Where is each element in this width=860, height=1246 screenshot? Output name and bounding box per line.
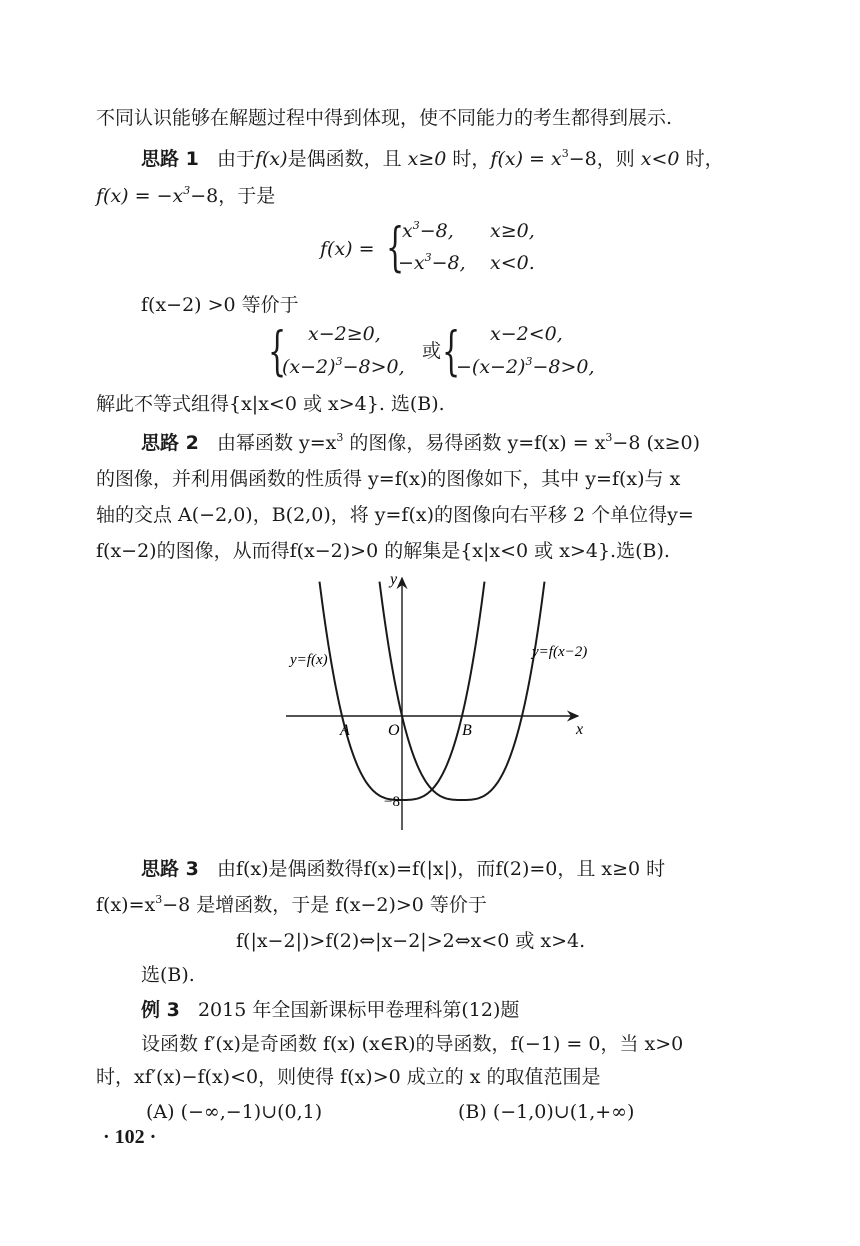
text: 的图像，易得函数 y=f(x) = x <box>343 432 606 454</box>
solution-2-line-2: 的图像，并利用偶函数的性质得 y=f(x)的图像如下，其中 y=f(x)与 x <box>96 468 681 490</box>
origin-label: O <box>388 722 400 739</box>
tick-neg-8: −8 <box>384 794 400 810</box>
text: 由于 <box>216 148 255 170</box>
piecewise-cond-1: x≥0, <box>490 220 535 242</box>
solution-3-line-1 <box>141 856 665 882</box>
math: x <box>402 220 413 242</box>
solution-3-title: 思路 3 <box>141 858 199 880</box>
x-axis-label: x <box>576 721 584 738</box>
text: 由f(x)是偶函数得f(x)=f(|x|)，而f(2)=0，且 x≥0 时 <box>216 858 666 880</box>
option-A: (A) (−∞,−1)∪(0,1) <box>146 1101 323 1123</box>
point-B-label: B <box>462 722 472 739</box>
system-2-row-2 <box>456 354 595 380</box>
text: 时， <box>452 148 491 170</box>
text: 时， <box>685 148 724 170</box>
math: f(x) <box>254 148 288 170</box>
math: −x <box>398 252 425 274</box>
math: −8, <box>419 220 454 242</box>
math: −8, <box>431 252 466 274</box>
exponent: 3 <box>561 147 569 160</box>
solution-2-line-3: 轴的交点 A(−2,0)，B(2,0)，将 y=f(x)的图像向右平移 2 个单位得y= <box>96 504 694 526</box>
exponent: 3 <box>183 184 191 197</box>
text: −8 是增函数，于是 f(x−2)>0 等价于 <box>162 894 487 916</box>
system-1-row-1: x−2≥0, <box>308 323 381 345</box>
solution-2-line-4: f(x−2)的图像，从而得f(x−2)>0 的解集是{x|x<0 或 x>4}.选(B). <box>96 540 670 562</box>
math: (x−2) <box>282 356 336 378</box>
solution-2-title: 思路 2 <box>141 432 199 454</box>
math: f(x) = −x <box>96 185 184 207</box>
exponent: 3 <box>155 893 163 906</box>
math: −8>0, <box>532 356 595 378</box>
text: 是偶函数，且 <box>287 148 402 170</box>
exponent: 3 <box>336 431 344 444</box>
example-3-line-1: 设函数 f′(x)是奇函数 f(x) (x∈R)的导函数，f(−1) = 0，当 x>0 <box>141 1033 684 1055</box>
math: −(x−2) <box>456 356 526 378</box>
system-1-row-2 <box>282 354 405 380</box>
example-3-heading <box>141 997 519 1023</box>
math: f(x) = x <box>490 148 562 170</box>
math: x<0 <box>640 148 680 170</box>
system-2-row-1: x−2<0, <box>490 323 563 345</box>
piecewise-row-1 <box>402 218 454 244</box>
math: x≥0 <box>407 148 447 170</box>
label-f-x-minus-2: y=f(x−2) <box>532 644 588 660</box>
left-brace: { <box>442 322 461 382</box>
text: −8 (x≥0) <box>612 432 701 454</box>
piecewise-row-2 <box>398 250 466 276</box>
text: f(x)=x <box>96 894 156 916</box>
point-A-label: A <box>340 722 350 739</box>
curve-f-x-minus-2 <box>380 582 545 800</box>
text: −8，于是 <box>190 185 276 207</box>
or-word: 或 <box>422 340 442 362</box>
solution-1-line <box>141 146 724 172</box>
text-line-3 <box>96 183 275 209</box>
text-line-intro: 不同认识能够在解题过程中得到体现，使不同能力的考生都得到展示. <box>96 107 673 129</box>
piecewise-lhs: f(x) = <box>320 238 375 260</box>
left-brace: { <box>268 322 287 382</box>
solution-1-title: 思路 1 <box>141 148 199 170</box>
math: −8>0, <box>342 356 405 378</box>
exponent: 3 <box>424 251 432 264</box>
solution-1-result: 解此不等式组得{x|x<0 或 x>4}. 选(B). <box>96 393 445 415</box>
text: 由幂函数 y=x <box>216 432 337 454</box>
label-f-x: y=f(x) <box>290 652 328 668</box>
y-axis-label: y <box>390 571 398 588</box>
piecewise-cond-2: x<0. <box>490 252 535 274</box>
text: −8，则 <box>568 148 635 170</box>
example-3-source: 2015 年全国新课标甲卷理科第(12)题 <box>197 999 520 1021</box>
example-3-line-2: 时，xf′(x)−f(x)<0，则使得 f(x)>0 成立的 x 的取值范围是 <box>96 1066 601 1088</box>
exponent: 3 <box>412 219 420 232</box>
solution-2-line-1 <box>141 430 700 456</box>
page-number: · 102 · <box>103 1126 157 1148</box>
option-B: (B) (−1,0)∪(1,+∞) <box>458 1101 635 1123</box>
solution-3-line-3: f(|x−2|)>f(2)⇔|x−2|>2⇔x<0 或 x>4. <box>236 930 586 952</box>
solution-3-line-4: 选(B). <box>141 964 195 986</box>
left-brace: { <box>386 218 405 278</box>
equivalence-line: f(x−2) >0 等价于 <box>141 294 299 316</box>
example-3-title: 例 3 <box>141 999 180 1021</box>
exponent: 3 <box>335 355 343 368</box>
function-graph <box>280 568 600 838</box>
solution-3-line-2 <box>96 892 487 918</box>
exponent: 3 <box>525 355 533 368</box>
exponent: 3 <box>605 431 613 444</box>
